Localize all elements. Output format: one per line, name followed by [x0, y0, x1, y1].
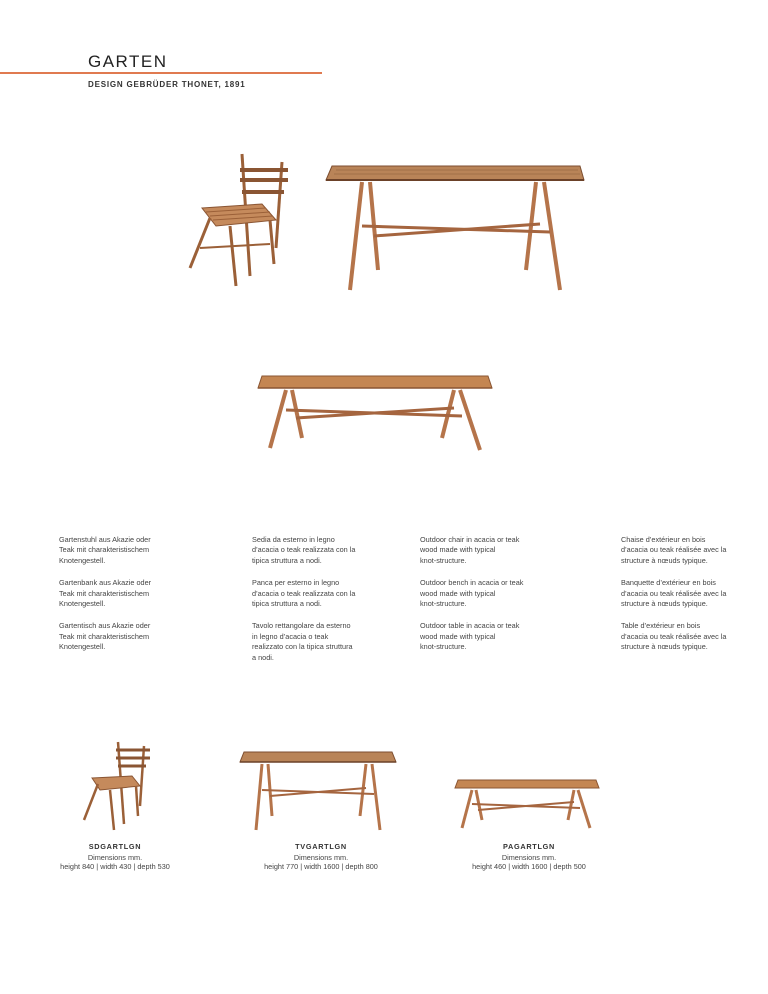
- desc-bench-de: Gartenbank aus Akazie oder Teak mit charakteristischem Knotengestell.: [59, 578, 152, 609]
- bench-hero-image: [256, 372, 494, 454]
- product-code: PAGARTLGN: [503, 842, 555, 851]
- dimensions-values: height 840 | width 430 | depth 530: [60, 862, 170, 871]
- dimensions-label: Dimensions mm.: [87, 853, 143, 862]
- product-code: SDGARTLGN: [88, 842, 142, 851]
- description-grid: [59, 535, 739, 663]
- chair-thumbnail-image: [78, 738, 154, 832]
- product-caption-bench: [456, 842, 602, 871]
- desc-chair-en: Outdoor chair in acacia or teak wood made with typical knot-structure.: [420, 535, 520, 565]
- accent-rule: [0, 72, 322, 74]
- table-thumbnail-image: [238, 748, 398, 832]
- page-title: GARTEN: [88, 52, 168, 71]
- desc-bench-fr: Banquette d’extérieur en bois d’acacia ou teak réalisée avec la structure à nœuds typique.: [621, 578, 727, 609]
- table-hero-image: [322, 160, 590, 300]
- dimensions-label: Dimensions mm.: [293, 853, 349, 862]
- desc-table-it: Tavolo rettangolare da esterno in legno d’acacia o teak realizzato con la tipica struttura a nodi.: [252, 621, 353, 662]
- desc-chair-de: Gartenstuhl aus Akazie oder Teak mit charakteristischem Knotengestell.: [59, 535, 151, 565]
- desc-table-en: Outdoor table in acacia or teak wood made with typical knot-structure.: [420, 621, 520, 652]
- desc-bench-en: Outdoor bench in acacia or teak wood made with typical knot-structure.: [420, 578, 524, 609]
- chair-hero-image: [180, 148, 300, 288]
- desc-table-de: Gartentisch aus Akazie oder Teak mit charakteristischem Knotengestell.: [59, 621, 151, 652]
- desc-chair-fr: Chaise d’extérieur en bois d’acacia ou teak réalisée avec la structure à nœuds typique.: [621, 535, 727, 565]
- dimensions-values: height 770 | width 1600 | depth 800: [264, 862, 378, 871]
- desc-chair-it: Sedia da esterno in legno d’acacia o teak realizzata con la tipica struttura a nodi.: [252, 535, 356, 565]
- desc-bench-it: Panca per esterno in legno d’acacia o teak realizzata con la tipica struttura a nodi.: [252, 578, 356, 609]
- bench-thumbnail-image: [454, 778, 600, 830]
- product-caption-chair: [50, 842, 180, 871]
- dimensions-label: Dimensions mm.: [501, 853, 557, 862]
- dimensions-values: height 460 | width 1600 | depth 500: [472, 862, 586, 871]
- product-caption-table: [248, 842, 394, 871]
- product-code: TVGARTLGN: [295, 842, 347, 851]
- page-subtitle: DESIGN GEBRÜDER THONET, 1891: [88, 80, 246, 89]
- desc-table-fr: Table d’extérieur en bois d’acacia ou teak réalisée avec la structure à nœuds typique.: [621, 621, 727, 652]
